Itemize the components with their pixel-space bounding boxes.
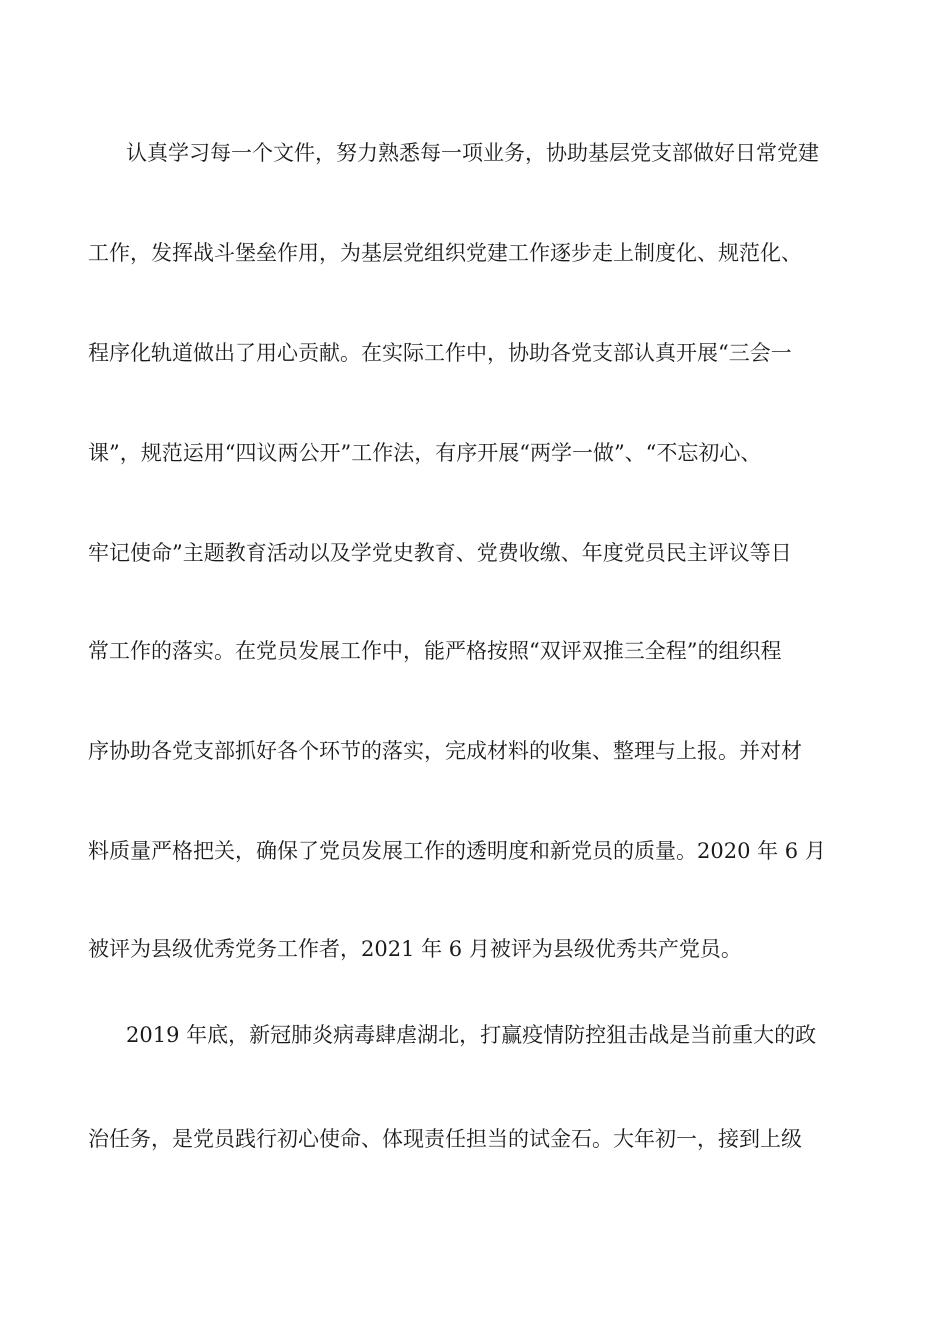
paragraph-1-line-2: 工作，发挥战斗堡垒作用，为基层党组织党建工作逐步走上制度化、规范化、	[88, 241, 802, 265]
paragraph-1-line-3: 程序化轨道做出了用心贡献。在实际工作中，协助各党支部认真开展“三会一	[88, 341, 792, 365]
paragraph-1-line-7: 序协助各党支部抓好各个环节的落实，完成材料的收集、整理与上报。并对材	[88, 739, 802, 763]
paragraph-1-line-1: 认真学习每一个文件，努力熟悉每一项业务，协助基层党支部做好日常党建	[126, 141, 819, 165]
paragraph-1-line-5: 牢记使命”主题教育活动以及学党史教育、党费收缴、年度党员民主评议等日	[88, 541, 792, 565]
paragraph-1-line-9: 被评为县级优秀党务工作者，2021 年 6 月被评为县级优秀共产党员。	[88, 937, 742, 961]
paragraph-2-line-2: 治任务，是党员践行初心使命、体现责任担当的试金石。大年初一，接到上级	[88, 1127, 802, 1151]
paragraph-1-line-6: 常工作的落实。在党员发展工作中，能严格按照“双评双推三全程”的组织程	[88, 639, 782, 663]
paragraph-2-line-1: 2019 年底，新冠肺炎病毒肆虐湖北，打赢疫情防控狙击战是当前重大的政	[126, 1023, 817, 1047]
paragraph-1-line-4: 课”，规范运用“四议两公开”工作法，有序开展“两学一做”、“不忘初心、	[88, 441, 762, 465]
paragraph-1-line-8: 料质量严格把关，确保了党员发展工作的透明度和新党员的质量。2020 年 6 月	[88, 839, 826, 863]
